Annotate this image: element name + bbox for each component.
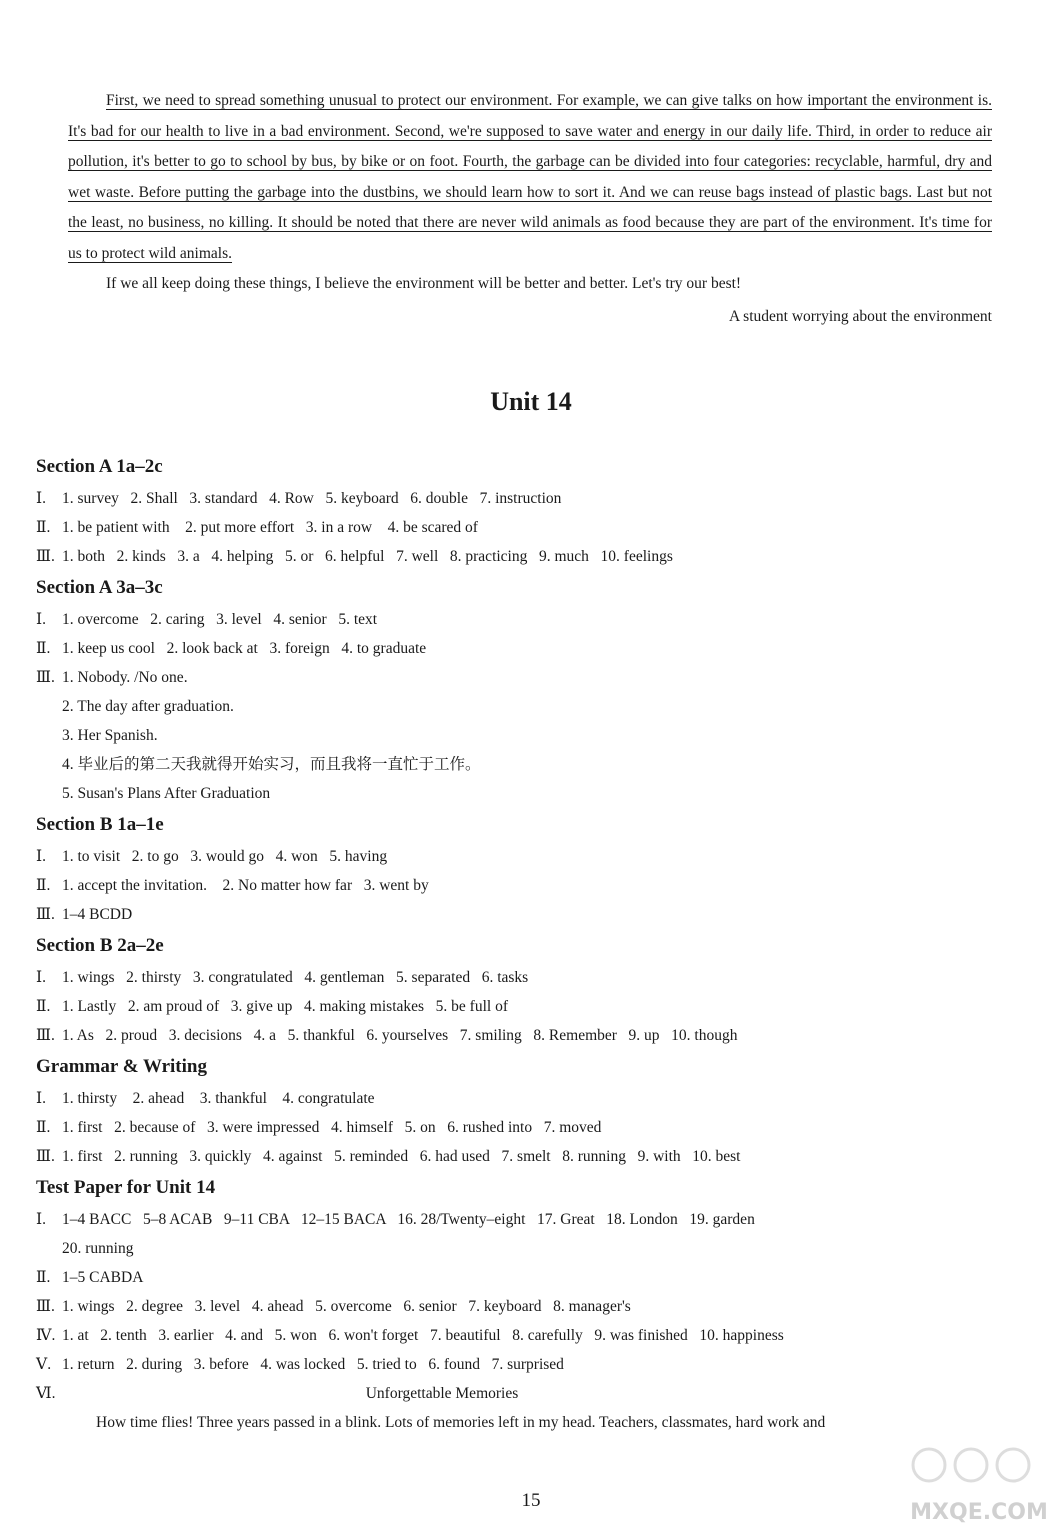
question-group-number: Ⅳ.: [36, 1327, 56, 1344]
answer-line: [36, 1234, 996, 1263]
answer-line: [36, 963, 996, 992]
watermark-logo: [905, 1445, 1053, 1529]
question-group-number: Ⅲ.: [36, 1298, 55, 1315]
question-group-number: Ⅰ.: [36, 848, 46, 865]
question-group-number: Ⅴ.: [36, 1356, 52, 1373]
answer-line: [36, 1350, 996, 1379]
answer-line: [36, 663, 996, 692]
page-number: 15: [521, 1490, 541, 1511]
answer-line: [36, 750, 996, 779]
question-group-number: Ⅲ.: [36, 1148, 55, 1165]
answer-line: [36, 1205, 996, 1234]
question-group-number: Ⅲ.: [36, 548, 55, 565]
answer-text: 1. wings 2. degree 3. level 4. ahead 5. overcome 6. senior 7. keyboard 8. manager's: [62, 1298, 631, 1315]
answer-text: 1–4 BACC 5–8 ACAB 9–11 CBA 12–15 BACA 16. 28/Twenty–eight 17. Great 18. London 19. garden: [62, 1211, 755, 1228]
answer-line: [36, 1021, 996, 1050]
answer-line: [36, 542, 996, 571]
section-heading: Grammar & Writing: [36, 1056, 207, 1077]
answer-text: 1. wings 2. thirsty 3. congratulated 4. gentleman 5. separated 6. tasks: [62, 969, 529, 986]
question-group-number: Ⅰ.: [36, 490, 46, 507]
answer-text: 1. both 2. kinds 3. a 4. helping 5. or 6. helpful 7. well 8. practicing 9. much 10. feelings: [62, 548, 673, 565]
letter-text: [68, 86, 992, 332]
answer-text: 1. As 2. proud 3. decisions 4. a 5. thankful 6. yourselves 7. smiling 8. Remember 9. up 10. though: [62, 1027, 738, 1044]
section-heading: Section A 3a–3c: [36, 577, 163, 598]
answer-line: [36, 1263, 996, 1292]
answer-text: 1. Nobody. /No one.: [62, 669, 188, 686]
answer-line: [36, 1084, 996, 1113]
answer-line: [36, 1113, 996, 1142]
answer-line: [36, 992, 996, 1021]
letter-paragraph-2: If we all keep doing these things, I believe the environment will be better and better. Let's try our best!: [106, 275, 742, 292]
answer-text: 1. at 2. tenth 3. earlier 4. and 5. won 6. won't forget 7. beautiful 8. carefully 9. was finished 10. happiness: [62, 1327, 784, 1344]
answer-line: [36, 900, 996, 929]
question-group-number: Ⅱ.: [36, 1269, 51, 1286]
essay-first-line: How time flies! Three years passed in a blink. Lots of memories left in my head. Teachers, classmates, hard work and: [96, 1414, 826, 1431]
section-heading: Section A 1a–2c: [36, 456, 163, 477]
answer-text: 3. Her Spanish.: [62, 727, 158, 744]
essay-title-line: [36, 1379, 996, 1408]
answer-text: 1. survey 2. Shall 3. standard 4. Row 5. keyboard 6. double 7. instruction: [62, 490, 562, 507]
answer-line: [36, 1292, 996, 1321]
answer-line: [36, 1142, 996, 1171]
answer-text: 1. be patient with 2. put more effort 3. in a row 4. be scared of: [62, 519, 478, 536]
watermark-text: MXQE.COM: [910, 1500, 1048, 1525]
answer-text: 1–4 BCDD: [62, 906, 133, 923]
answer-text: 1–5 CABDA: [62, 1269, 144, 1286]
question-group-number: Ⅲ.: [36, 1027, 55, 1044]
answer-text: 1. first 2. because of 3. were impressed 4. himself 5. on 6. rushed into 7. moved: [62, 1119, 602, 1136]
question-group-number: Ⅱ.: [36, 877, 51, 894]
answer-text: 1. Lastly 2. am proud of 3. give up 4. making mistakes 5. be full of: [62, 998, 508, 1015]
question-group-number: Ⅲ.: [36, 906, 55, 923]
answer-line: [36, 779, 996, 808]
answer-line: [36, 634, 996, 663]
answer-text: 20. running: [62, 1240, 134, 1257]
answer-sections: [36, 450, 996, 1437]
answer-line: [36, 692, 996, 721]
question-group-number: Ⅵ.: [36, 1385, 56, 1402]
answer-line: [36, 1321, 996, 1350]
answer-line: [36, 605, 996, 634]
answer-text: 1. first 2. running 3. quickly 4. against 5. reminded 6. had used 7. smelt 8. running 9. with 10. best: [62, 1148, 741, 1165]
letter-signature: A student worrying about the environment: [728, 307, 992, 325]
answer-text: 1. return 2. during 3. before 4. was locked 5. tried to 6. found 7. surprised: [62, 1356, 564, 1373]
answer-text: 5. Susan's Plans After Graduation: [62, 785, 271, 802]
answer-text: 4. 毕业后的第二天我就得开始实习，而且我将一直忙于工作。: [62, 756, 481, 773]
answer-line: [36, 721, 996, 750]
answer-text: 1. overcome 2. caring 3. level 4. senior 5. text: [62, 611, 378, 628]
question-group-number: Ⅱ.: [36, 640, 51, 657]
question-group-number: Ⅰ.: [36, 1211, 46, 1228]
answer-text: 1. to visit 2. to go 3. would go 4. won 5. having: [62, 848, 388, 865]
question-group-number: Ⅱ.: [36, 1119, 51, 1136]
question-group-number: Ⅱ.: [36, 998, 51, 1015]
section-heading: Section B 1a–1e: [36, 814, 164, 835]
unit-title: Unit 14: [490, 387, 572, 416]
question-group-number: Ⅱ.: [36, 519, 51, 536]
answer-line: [36, 513, 996, 542]
question-group-number: Ⅰ.: [36, 1090, 46, 1107]
section-heading: Test Paper for Unit 14: [36, 1177, 216, 1198]
question-group-number: Ⅰ.: [36, 611, 46, 628]
answer-line: [36, 871, 996, 900]
letter-paragraph-1: First, we need to spread something unusual to protect our environment. For example, we can give talks on how important the environment is. It's bad for our health to live in a bad environment. Second, we're supposed to save water and energy in our daily life. Third, in order to reduce air pollution, it's better to go to school by bus, by bike or on foot. Fourth, the garbage can be divided into four categories: recyclable, harmful, dry and wet waste. Before putting the garbage into the dustbins, we should learn how to sort it. And we can reuse bags instead of plastic bags. Last but not the least, no business, no killing. It should be noted that there are never wild animals as food because they are part of the environment. It's time for us to protect wild animals.: [68, 92, 992, 262]
section-heading: Section B 2a–2e: [36, 935, 164, 956]
answer-line: [36, 842, 996, 871]
answer-text: 2. The day after graduation.: [62, 698, 234, 715]
answer-text: 1. keep us cool 2. look back at 3. foreign 4. to graduate: [62, 640, 427, 657]
answer-text: 1. thirsty 2. ahead 3. thankful 4. congratulate: [62, 1090, 375, 1107]
question-group-number: Ⅲ.: [36, 669, 55, 686]
essay-title: Unforgettable Memories: [365, 1385, 519, 1402]
question-group-number: Ⅰ.: [36, 969, 46, 986]
answer-line: [36, 484, 996, 513]
answer-text: 1. accept the invitation. 2. No matter how far 3. went by: [62, 877, 429, 894]
